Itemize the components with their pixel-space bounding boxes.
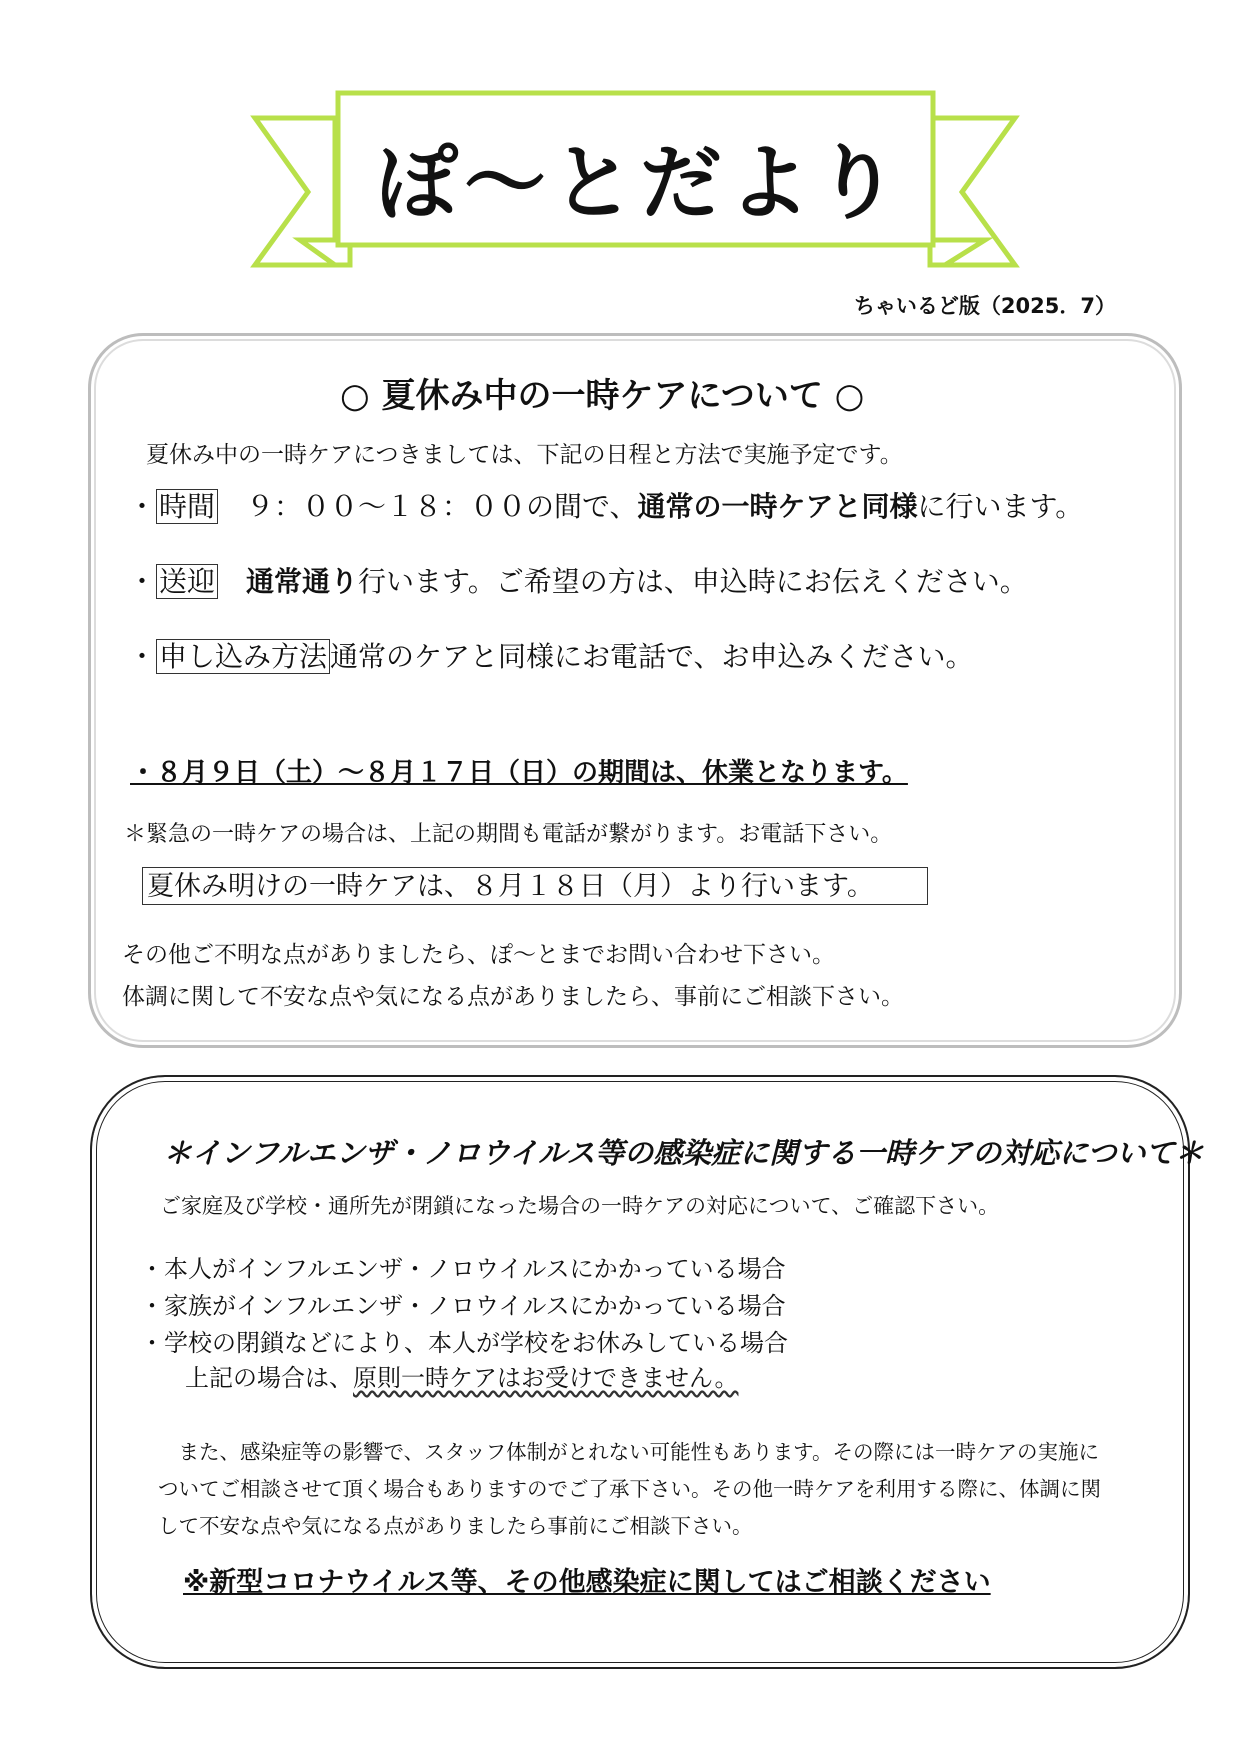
apply-row [128, 635, 973, 675]
closure-notice: ・８月９日（土）〜８月１７日（日）の期間は、休業となります。 [130, 758, 908, 788]
rule-prefix: 上記の場合は、 [185, 1364, 353, 1392]
transport-emphasis: 通常通り [218, 565, 359, 598]
bullet: ・ [128, 640, 157, 673]
paragraph-line-2: ついてご相談させて頂く場合もありますのでご了承下さい。その他一時ケアを利用する際に、体調に関 [158, 1477, 1101, 1501]
paragraph-line-3: して不安な点や気になる点がありましたら事前にご相談下さい。 [158, 1514, 753, 1538]
time-label: 時間 [156, 489, 218, 524]
list-item: ・家族がインフルエンザ・ノロウイルスにかかっている場合 [140, 1292, 786, 1320]
bullet: ・ [128, 490, 157, 523]
apply-label: 申し込み方法 [156, 639, 330, 674]
resume-notice: 夏休み明けの一時ケアは、８月１８日（月）より行います。 [142, 867, 928, 905]
transport-row [128, 560, 1028, 600]
edition-label: ちゃいるど版（2025．7） [853, 294, 1116, 318]
closing-line-1: その他ご不明な点がありましたら、ぽ〜とまでお問い合わせ下さい。 [122, 942, 835, 968]
list-item: ・学校の閉鎖などにより、本人が学校をお休みしている場合 [140, 1329, 788, 1357]
closing-line-2: 体調に関して不安な点や気になる点がありましたら、事前にご相談下さい。 [122, 984, 904, 1010]
time-row [128, 485, 1083, 525]
rule-emphasis: 原則一時ケアはお受けできません。 [353, 1364, 739, 1392]
covid-note: ※新型コロナウイルス等、その他感染症に関してはご相談ください [183, 1567, 991, 1598]
bullet: ・ [128, 565, 157, 598]
transport-text: 行います。ご希望の方は、申込時にお伝えください。 [358, 565, 1028, 598]
section1-heading: ○ 夏休み中の一時ケアについて ○ [340, 376, 865, 416]
emergency-note: ＊緊急の一時ケアの場合は、上記の期間も電話が繋がります。お電話下さい。 [124, 822, 893, 847]
rule-statement [185, 1358, 738, 1393]
list-item: ・本人がインフルエンザ・ノロウイルスにかかっている場合 [140, 1255, 786, 1283]
time-hours: ９：００〜１８：００の間で、 [218, 490, 638, 523]
time-suffix: に行います。 [917, 490, 1084, 523]
transport-label: 送迎 [156, 564, 218, 599]
apply-text: 通常のケアと同様にお電話で、お申込みください。 [330, 640, 974, 673]
newsletter-title: ぽ〜とだより [375, 136, 904, 231]
paragraph-line-1: また、感染症等の影響で、スタッフ体制がとれない可能性もあります。その際には一時ケアの実施に [158, 1440, 1099, 1464]
time-emphasis: 通常の一時ケアと同様 [637, 490, 918, 523]
section2-intro: ご家庭及び学校・通所先が閉鎖になった場合の一時ケアの対応について、ご確認下さい。 [160, 1194, 1000, 1218]
section1-intro: 夏休み中の一時ケアにつきましては、下記の日程と方法で実施予定です。 [146, 442, 903, 468]
section2-heading: ＊インフルエンザ・ノロウイルス等の感染症に関する一時ケアの対応について＊ [163, 1136, 1204, 1170]
